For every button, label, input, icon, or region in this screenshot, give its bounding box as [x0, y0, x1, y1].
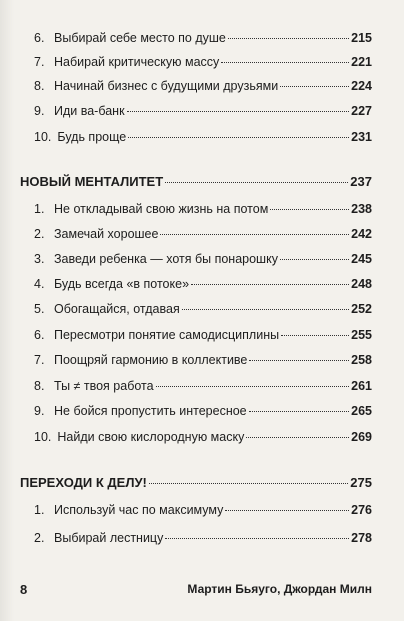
- entry-title: Выбирай себе место по душе: [54, 31, 226, 45]
- dot-leader: [225, 510, 349, 511]
- entry-title: Используй час по максимуму: [54, 503, 224, 517]
- toc-entry: [34, 27, 372, 49]
- dot-leader: [165, 182, 348, 183]
- dot-leader: [128, 137, 349, 138]
- entry-title: Пересмотри понятие самодисциплины: [54, 328, 280, 342]
- entry-page: 261: [351, 379, 372, 393]
- toc-entry: [34, 426, 372, 448]
- entry-page: 278: [351, 531, 372, 545]
- entry-number: 9.: [34, 104, 45, 118]
- entry-number: 8.: [34, 79, 45, 93]
- toc-entry: [34, 248, 372, 270]
- entry-title: Не откладывай свою жизнь на потом: [54, 202, 269, 216]
- entry-number: 1.: [34, 503, 45, 517]
- entry-number: 6.: [34, 328, 45, 342]
- entry-page: 221: [351, 55, 372, 69]
- toc-entry: [34, 400, 372, 422]
- toc-entry: [34, 75, 372, 97]
- toc-entry: [34, 223, 372, 245]
- page-number: 8: [20, 582, 28, 597]
- toc-entry: [34, 126, 372, 148]
- entry-title: Замечай хорошее: [54, 227, 159, 241]
- entry-page: 252: [351, 302, 372, 316]
- entry-title: Будь проще: [57, 130, 127, 144]
- toc-entry: [34, 527, 372, 549]
- entry-page: 255: [351, 328, 372, 342]
- dot-leader: [182, 309, 349, 310]
- dot-leader: [191, 284, 349, 285]
- toc-entry: [34, 298, 372, 320]
- toc-section-heading: [20, 472, 372, 494]
- dot-leader: [149, 483, 348, 484]
- dot-leader: [270, 209, 349, 210]
- entry-number: 2.: [34, 227, 45, 241]
- running-footer-authors: Мартин Бьяуго, Джордан Милн: [187, 582, 372, 596]
- dot-leader: [280, 259, 349, 260]
- entry-title: Заведи ребенка — хотя бы понарошку: [54, 252, 278, 266]
- entry-page: 215: [351, 31, 372, 45]
- dot-leader: [249, 360, 349, 361]
- entry-number: 10.: [34, 430, 52, 444]
- entry-page: 231: [351, 130, 372, 144]
- toc-entry: [34, 51, 372, 73]
- entry-title: Найди свою кислородную маску: [57, 430, 245, 444]
- toc-entry: [34, 100, 372, 122]
- dot-leader: [228, 38, 349, 39]
- entry-title: Ты ≠ твоя работа: [54, 379, 154, 393]
- dot-leader: [221, 62, 349, 63]
- dot-leader: [160, 234, 349, 235]
- dot-leader: [280, 86, 349, 87]
- toc-entry: [34, 198, 372, 220]
- entry-page: 242: [351, 227, 372, 241]
- toc-entry: [34, 273, 372, 295]
- section-page: 237: [350, 174, 372, 189]
- dot-leader: [165, 538, 349, 539]
- dot-leader: [127, 111, 350, 112]
- entry-page: 265: [351, 404, 372, 418]
- entry-number: 5.: [34, 302, 45, 316]
- section-page: 275: [350, 475, 372, 490]
- toc-entry: [34, 349, 372, 371]
- entry-number: 7.: [34, 353, 45, 367]
- entry-title: Набирай критическую массу: [54, 55, 220, 69]
- entry-title: Начинай бизнес с будущими друзьями: [54, 79, 279, 93]
- entry-number: 3.: [34, 252, 45, 266]
- entry-page: 245: [351, 252, 372, 266]
- entry-page: 258: [351, 353, 372, 367]
- entry-page: 227: [351, 104, 372, 118]
- section-title: НОВЫЙ МЕНТАЛИТЕТ: [20, 174, 164, 189]
- entry-page: 224: [351, 79, 372, 93]
- entry-number: 8.: [34, 379, 45, 393]
- entry-page: 276: [351, 503, 372, 517]
- entry-page: 269: [351, 430, 372, 444]
- entry-number: 7.: [34, 55, 45, 69]
- toc-section-heading: [20, 171, 372, 193]
- entry-number: 9.: [34, 404, 45, 418]
- entry-title: Не бойся пропустить интересное: [54, 404, 247, 418]
- dot-leader: [156, 386, 350, 387]
- entry-title: Иди ва-банк: [54, 104, 125, 118]
- entry-title: Обогащайся, отдавая: [54, 302, 180, 316]
- entry-title: Будь всегда «в потоке»: [54, 277, 190, 291]
- toc-entry: [34, 499, 372, 521]
- entry-number: 6.: [34, 31, 45, 45]
- entry-number: 1.: [34, 202, 45, 216]
- entry-title: Поощряй гармонию в коллективе: [54, 353, 248, 367]
- dot-leader: [246, 437, 349, 438]
- entry-number: 10.: [34, 130, 52, 144]
- entry-title: Выбирай лестницу: [54, 531, 164, 545]
- entry-number: 2.: [34, 531, 45, 545]
- dot-leader: [249, 411, 350, 412]
- toc-entry: [34, 375, 372, 397]
- entry-number: 4.: [34, 277, 45, 291]
- toc-entry: [34, 324, 372, 346]
- dot-leader: [281, 335, 349, 336]
- entry-page: 248: [351, 277, 372, 291]
- section-title: ПЕРЕХОДИ К ДЕЛУ!: [20, 475, 147, 490]
- entry-page: 238: [351, 202, 372, 216]
